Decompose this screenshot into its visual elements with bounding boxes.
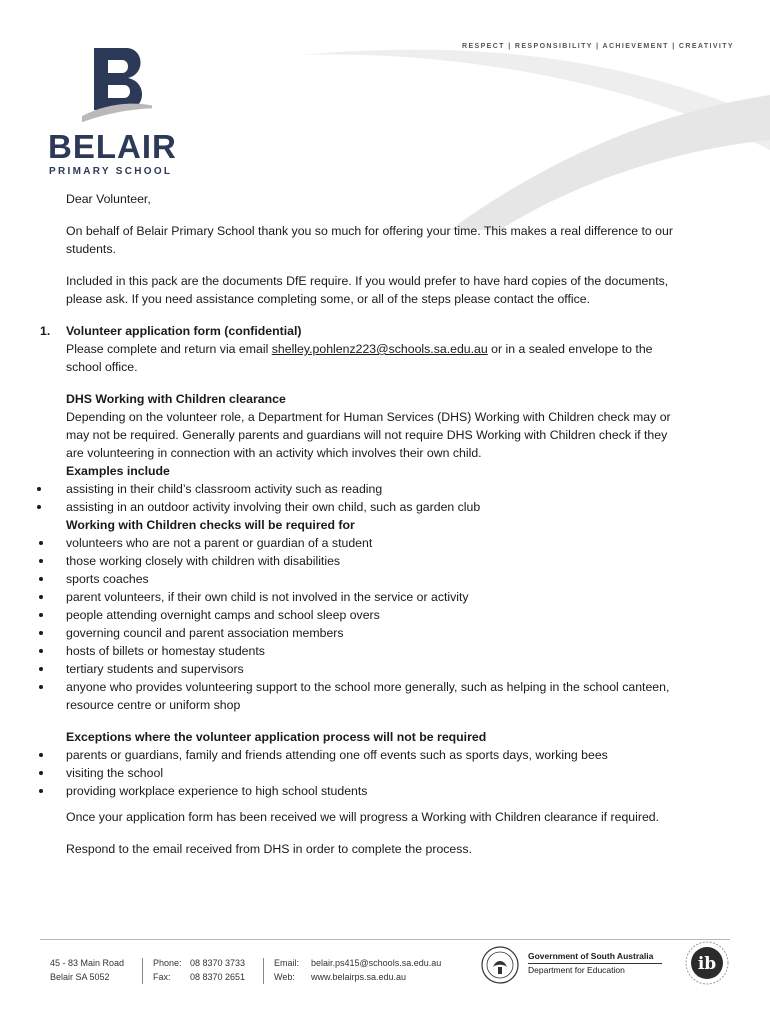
examples-heading: Examples include: [66, 464, 170, 478]
school-name: BELAIR: [48, 128, 177, 165]
school-values-tagline: RESPECT | RESPONSIBILITY | ACHIEVEMENT | CREATIVITY: [462, 43, 735, 50]
greeting: Dear Volunteer,: [66, 192, 151, 206]
list-item: providing workplace experience to high school students: [66, 782, 678, 800]
fax-label: Fax:: [153, 972, 171, 982]
step-1-text: [66, 340, 678, 376]
step-1-title: Volunteer application form (confidential): [66, 324, 302, 338]
department-name: Department for Education: [528, 965, 625, 975]
list-item: those working closely with children with disabilities: [66, 552, 678, 570]
fax-number: 08 8370 2651: [190, 972, 246, 982]
list-item: tertiary students and supervisors: [66, 660, 678, 678]
footer-separator: [263, 958, 264, 984]
intro-paragraph: On behalf of Belair Primary School thank you so much for offering your time. This makes a real difference to our students.: [66, 224, 673, 256]
school-type: PRIMARY SCHOOL: [49, 166, 173, 177]
footer-web-link[interactable]: www.belairps.sa.edu.au: [311, 972, 407, 982]
list-item: sports coaches: [66, 570, 678, 588]
phone-label: Phone:: [153, 958, 182, 968]
letter-body: [40, 190, 678, 872]
footer-email-link[interactable]: belair.ps415@schools.sa.edu.au: [311, 958, 442, 968]
dhs-heading: DHS Working with Children clearance: [66, 392, 286, 406]
required-list: [66, 534, 678, 714]
list-item: anyone who provides volunteering support to the school more generally, such as helping in the school canteen, resource centre or uniform shop: [66, 678, 678, 714]
list-item: parents or guardians, family and friends attending one off events such as sports days, working bees: [66, 746, 678, 764]
list-item: hosts of billets or homestay students: [66, 642, 678, 660]
footer-address: [50, 956, 124, 984]
required-heading: Working with Children checks will be required for: [66, 518, 355, 532]
footer-phone-fax: [153, 956, 245, 984]
address-line-1: 45 - 83 Main Road: [50, 958, 125, 968]
ib-logo-mark: ib: [697, 954, 717, 974]
address-line-2: Belair SA 5052: [50, 972, 110, 982]
school-logo-mark: [82, 42, 152, 126]
government-title: Government of South Australia: [528, 950, 662, 964]
examples-list: [66, 480, 678, 516]
step-1: [40, 322, 678, 376]
list-item: volunteers who are not a parent or guardian of a student: [66, 534, 678, 552]
list-item: visiting the school: [66, 764, 678, 782]
footer-divider: [40, 939, 730, 940]
closing-paragraph-1: Once your application form has been received we will progress a Working with Children clearance if required.: [66, 810, 660, 824]
step-1-number: 1.: [40, 324, 51, 338]
web-label: Web:: [274, 972, 295, 982]
list-item: assisting in an outdoor activity involving their own child, such as garden club: [66, 498, 678, 516]
list-item: people attending overnight camps and school sleep overs: [66, 606, 678, 624]
exceptions-list: [66, 746, 678, 800]
list-item: governing council and parent association members: [66, 624, 678, 642]
closing-paragraph-2: Respond to the email received from DHS in order to complete the process.: [66, 842, 472, 856]
school-logo: [40, 38, 190, 178]
contact-email-link[interactable]: shelley.pohlenz223@schools.sa.edu.au: [271, 342, 488, 356]
list-item: parent volunteers, if their own child is not involved in the service or activity: [66, 588, 678, 606]
email-label: Email:: [274, 958, 300, 968]
footer-email-web: [274, 956, 441, 984]
documents-paragraph: Included in this pack are the documents DfE require. If you would prefer to have hard copies of the documents, please ask. If you need assistance completing some, or all of the steps please contact the office.: [66, 274, 669, 306]
step-1-text-end: or in a sealed envelope to the school office.: [66, 342, 653, 374]
government-seal-icon: [480, 945, 520, 985]
footer-separator: [142, 958, 143, 984]
exceptions-heading: Exceptions where the volunteer application process will not be required: [66, 730, 487, 744]
dhs-paragraph: Depending on the volunteer role, a Department for Human Services (DHS) Working with Children check may or may not be required. Generally parents and guardians will not require DHS Working with Children check if they are volunteering in connection with an activity which involves their own child.: [66, 410, 671, 460]
step-1-text-start: Please complete and return via email: [66, 342, 272, 356]
ib-world-school-logo-icon: [684, 940, 730, 986]
government-branding: [528, 950, 662, 977]
list-item: assisting in their child’s classroom activity such as reading: [66, 480, 678, 498]
phone-number: 08 8370 3733: [190, 958, 246, 968]
